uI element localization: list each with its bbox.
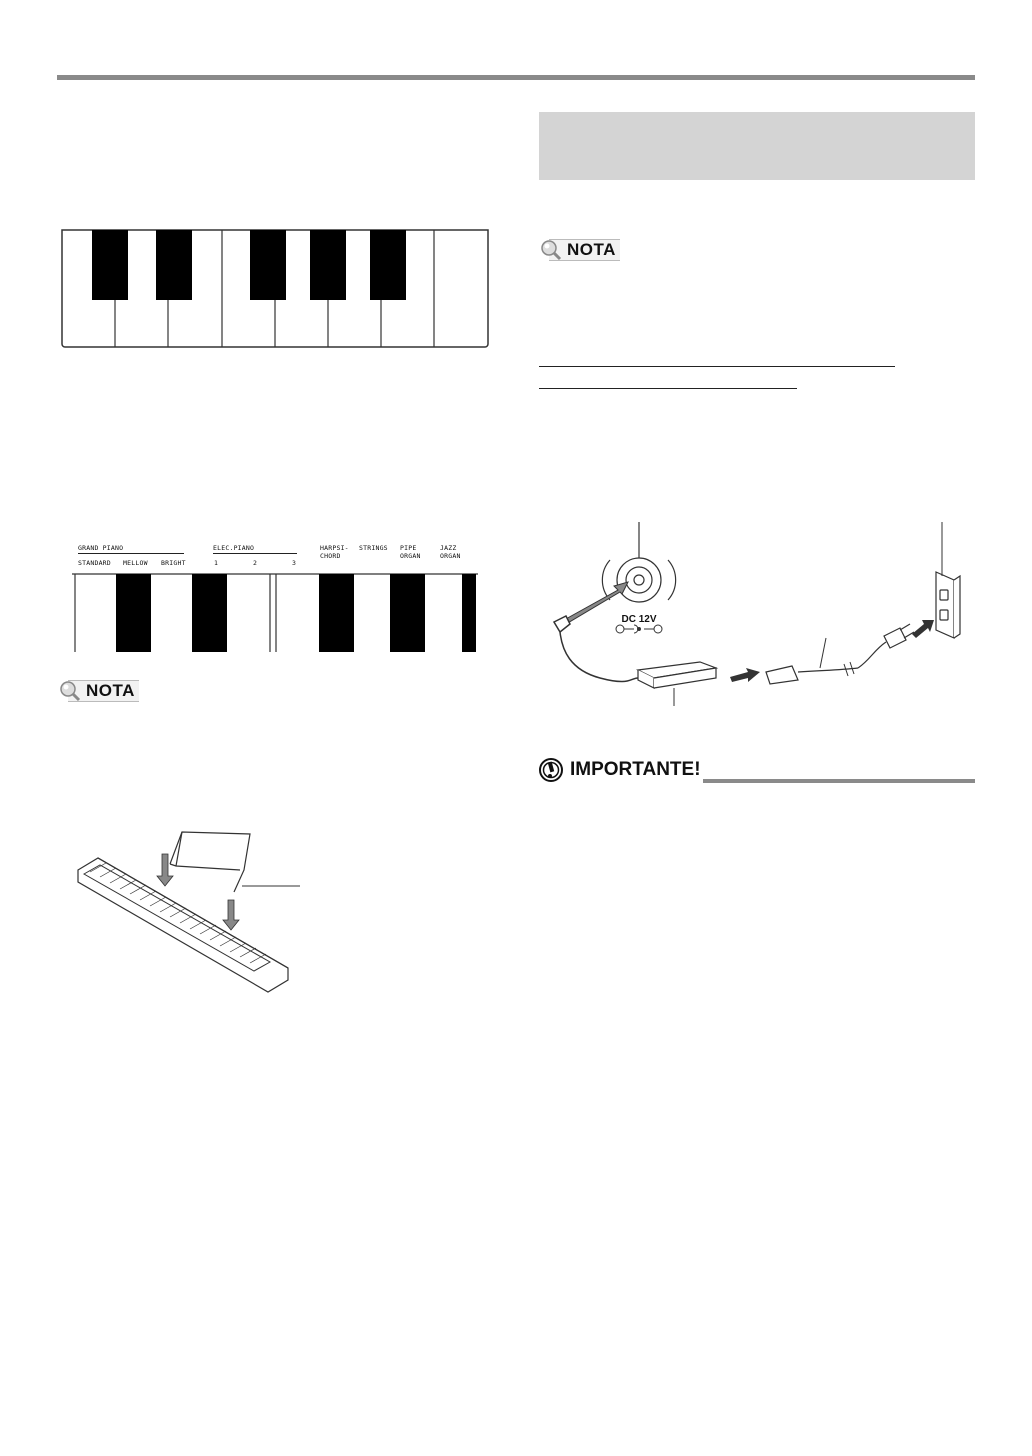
keyboard-illustration xyxy=(60,226,490,350)
tone-label: ORGAN xyxy=(400,552,421,560)
dc-label: DC 12V xyxy=(621,614,657,625)
piano-music-stand-illustration xyxy=(70,830,320,996)
polarity-symbol xyxy=(616,625,662,633)
group-rule xyxy=(78,553,184,554)
top-rule xyxy=(57,75,975,80)
tone-selection-panel xyxy=(72,544,482,654)
underline-rule xyxy=(539,366,895,367)
power-connection-diagram xyxy=(540,520,970,710)
note-label: NOTA xyxy=(549,239,620,261)
important-rule xyxy=(703,779,975,783)
tone-label: HARPSI- xyxy=(320,544,349,552)
tone-keys xyxy=(72,572,482,654)
important-section-header xyxy=(539,757,975,785)
tone-label: BRIGHT xyxy=(161,559,186,567)
group-rule xyxy=(213,553,297,554)
warning-icon xyxy=(539,757,565,783)
group-label-elec-piano: ELEC.PIANO xyxy=(213,544,255,552)
tone-label: STANDARD xyxy=(78,559,111,567)
note-badge-left xyxy=(58,679,139,703)
note-badge-right xyxy=(539,238,620,262)
tone-label: STRINGS xyxy=(359,544,388,552)
tone-label: 2 xyxy=(253,559,258,567)
tone-label: 3 xyxy=(292,559,297,567)
underline-rule xyxy=(539,388,797,389)
tone-label: PIPE xyxy=(400,544,417,552)
magnifier-icon xyxy=(58,679,82,703)
tone-label: JAZZ xyxy=(440,544,457,552)
note-label: NOTA xyxy=(68,680,139,702)
section-header-bar xyxy=(539,112,975,180)
magnifier-icon xyxy=(539,238,563,262)
tone-label: CHORD xyxy=(320,552,341,560)
group-label-grand-piano: GRAND PIANO xyxy=(78,544,124,552)
tone-label: 1 xyxy=(214,559,219,567)
tone-label: MELLOW xyxy=(123,559,148,567)
important-title: IMPORTANTE! xyxy=(570,759,701,780)
tone-label: ORGAN xyxy=(440,552,461,560)
